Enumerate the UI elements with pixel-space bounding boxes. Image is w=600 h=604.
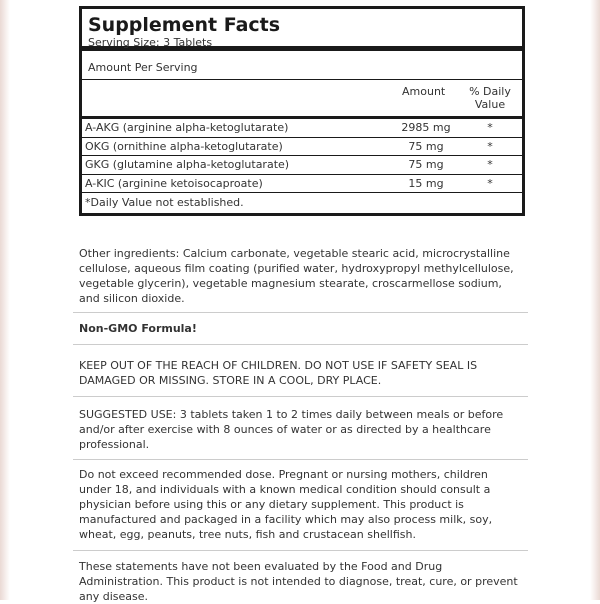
ingredient-amount: 75 mg — [408, 139, 444, 153]
ingredient-amount: 15 mg — [408, 176, 444, 190]
supplement-facts-panel — [79, 6, 525, 216]
caution-statement: Do not exceed recommended dose. Pregnant or nursing mothers, children under 18, and individuals with a known medical condition should consult a physician before using this or any dietary supplement. This product is manufactured and packaged in a facility which may also process milk, soy, wheat, egg, peanuts, tree nuts, fish and crustacean shellfish. — [79, 468, 493, 541]
other-ingredients: Other ingredients: Calcium carbonate, vegetable stearic acid, microcrystalline cellulose, aqueous film coating (purified water, hydroxypropyl methylcellulose, vegetable glycerin), vegetable magnesium stearate, croscarmellose sodium, and silicon dioxide. — [79, 247, 514, 305]
serving-size: Serving Size: 3 Tablets — [88, 36, 213, 49]
suggested-use: SUGGESTED USE: 3 tablets taken 1 to 2 times daily between meals or before and/or after exercise with 8 ounces of water or as directed by a healthcare professional. — [79, 408, 504, 451]
facts-header — [82, 9, 522, 51]
divider — [73, 459, 528, 460]
ingredient-name: A-KIC (arginine ketoisocaproate) — [85, 176, 263, 190]
ingredient-name: GKG (glutamine alpha-ketoglutarate) — [85, 158, 290, 171]
divider — [73, 344, 528, 345]
ingredient-daily-value: * — [487, 176, 493, 190]
ingredient-daily-value: * — [487, 139, 493, 153]
ingredient-daily-value: * — [487, 158, 493, 171]
ingredient-name: A-AKG (arginine alpha-ketoglutarate) — [85, 121, 289, 134]
divider — [73, 396, 528, 397]
table-row — [82, 156, 522, 175]
column-header-amount: Amount — [402, 85, 446, 98]
ingredient-name: OKG (ornithine alpha-ketoglutarate) — [85, 139, 283, 153]
non-gmo-label: Non-GMO Formula! — [79, 322, 197, 335]
column-header-daily-value: % Daily Value — [469, 85, 511, 111]
table-row — [82, 119, 522, 138]
column-headers — [82, 80, 522, 119]
daily-value-footnote: *Daily Value not established. — [85, 196, 244, 209]
ingredient-amount: 75 mg — [408, 158, 444, 171]
right-edge-shadow — [590, 0, 600, 600]
facts-title: Supplement Facts — [88, 14, 281, 36]
left-edge-shadow — [0, 0, 10, 600]
table-row — [82, 138, 522, 157]
divider — [73, 312, 528, 313]
fda-disclaimer: These statements have not been evaluated by the Food and Drug Administration. This product is not intended to diagnose, treat, cure, or prevent any disease. — [79, 560, 518, 603]
ingredient-amount: 2985 mg — [401, 121, 451, 134]
safety-warning: KEEP OUT OF THE REACH OF CHILDREN. DO NOT USE IF SAFETY SEAL IS DAMAGED OR MISSING. STORE IN A COOL, DRY PLACE. — [79, 359, 478, 387]
amount-per-serving: Amount Per Serving — [82, 56, 522, 80]
table-row — [82, 175, 522, 194]
divider — [73, 550, 528, 551]
ingredient-daily-value: * — [487, 121, 493, 134]
